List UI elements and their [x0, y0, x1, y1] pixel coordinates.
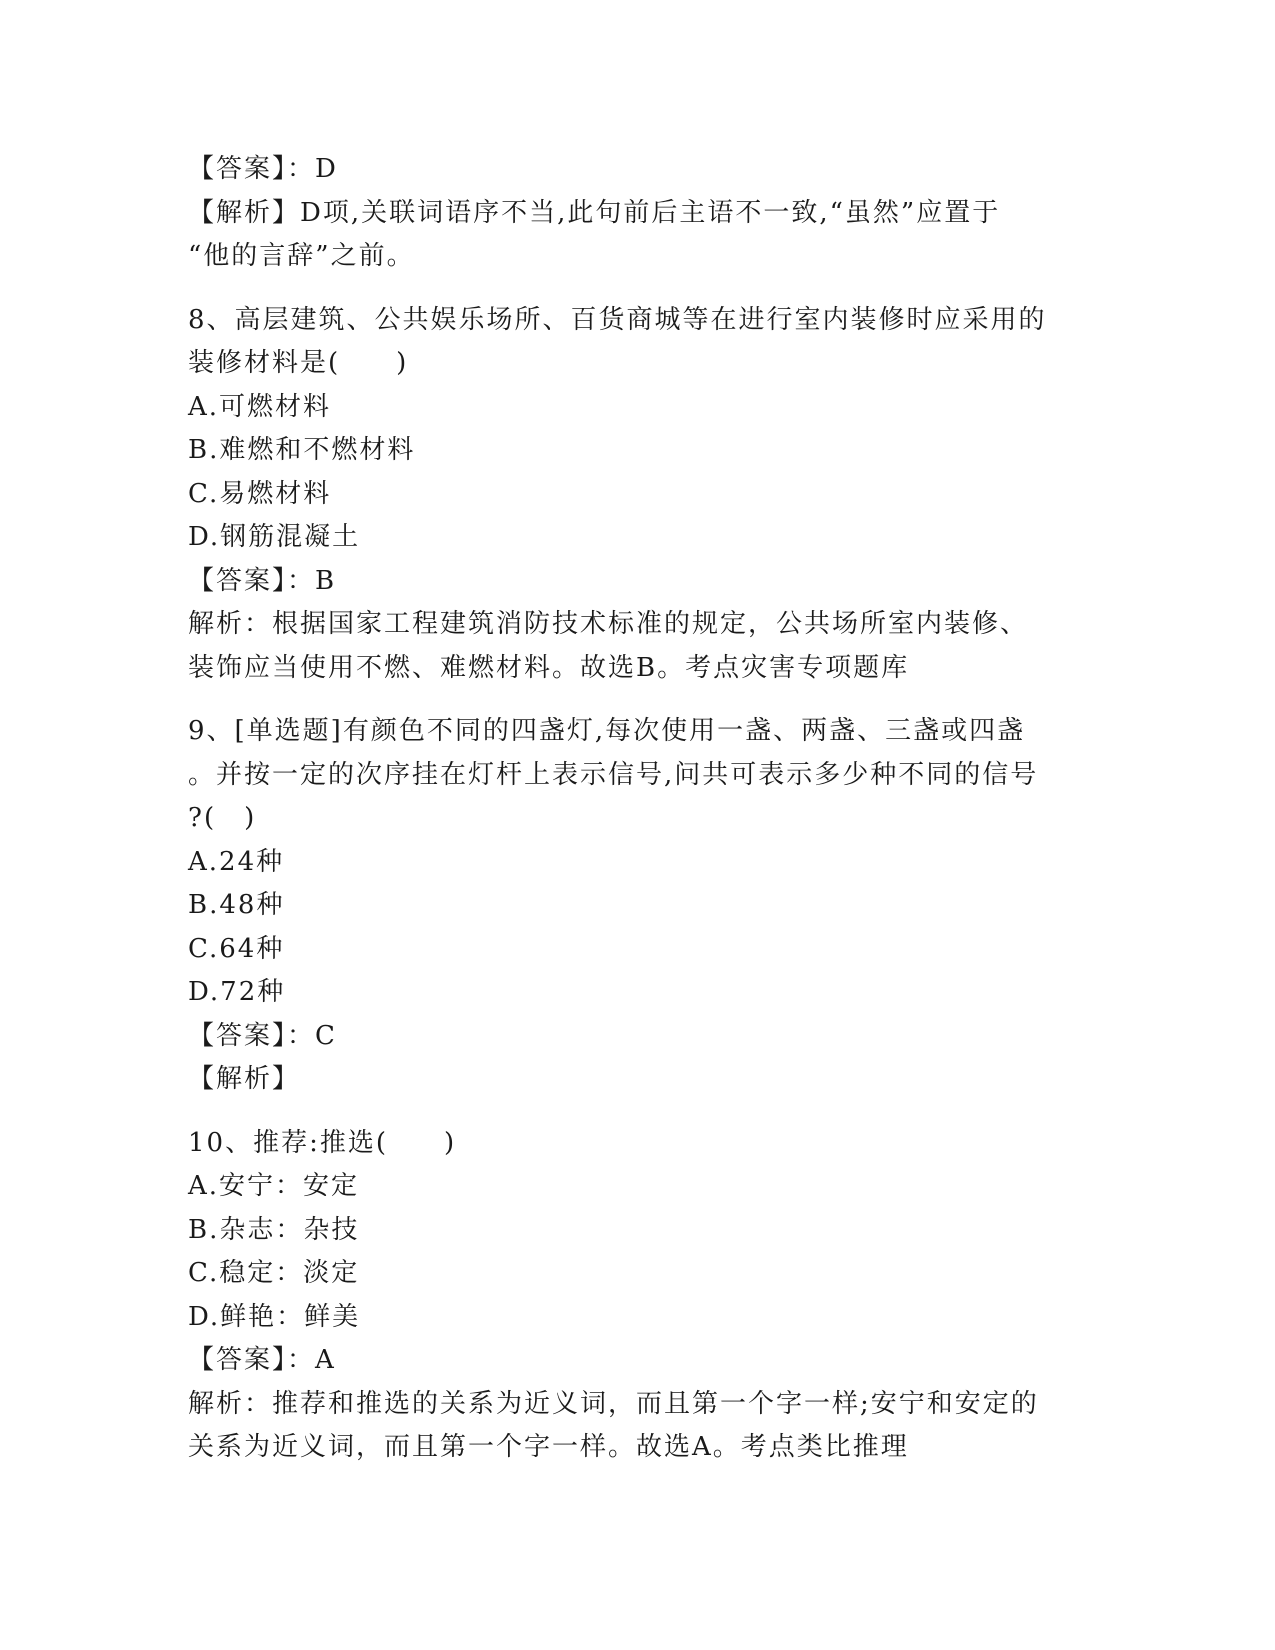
- option-d: D.72种: [188, 977, 286, 1007]
- answer-line: 【答案】：D: [188, 154, 338, 184]
- explanation-line: 【解析】: [188, 1064, 301, 1094]
- question-stem: 。并按一定的次序挂在灯杆上表示信号,问共可表示多少种不同的信号: [188, 759, 1039, 790]
- exam-page: [188, 148, 1088, 1470]
- explanation-line: 【解析】D项,关联词语序不当,此句前后主语不一致,“虽然”应置于: [188, 197, 1001, 228]
- option-b: B.48种: [188, 890, 285, 920]
- explanation-line: “他的言辞”之前。: [188, 241, 415, 271]
- question-8: [188, 299, 1088, 691]
- question-9: [188, 710, 1088, 1102]
- explanation-line: 解析：根据国家工程建筑消防技术标准的规定，公共场所室内装修、: [188, 609, 1029, 639]
- previous-question-tail: [188, 148, 1088, 279]
- question-stem: 9、[单选题]有颜色不同的四盏灯,每次使用一盏、两盏、三盏或四盏: [188, 716, 1026, 746]
- explanation-line: 解析：推荐和推选的关系为近义词，而且第一个字一样;安宁和安定的: [188, 1388, 1039, 1419]
- answer-line: 【答案】：B: [188, 565, 337, 596]
- option-c: C.64种: [188, 933, 285, 964]
- question-10: [188, 1122, 1088, 1470]
- explanation-line: 装饰应当使用不燃、难燃材料。故选B。考点灾害专项题库: [188, 652, 910, 683]
- option-b: B.难燃和不燃材料: [188, 435, 416, 465]
- question-stem: ?( ): [188, 803, 257, 833]
- option-a: A.24种: [188, 846, 285, 877]
- option-d: D.鲜艳：鲜美: [188, 1301, 361, 1332]
- option-b: B.杂志：杂技: [188, 1214, 360, 1245]
- option-d: D.钢筋混凝土: [188, 522, 361, 552]
- question-stem: 8、高层建筑、公共娱乐场所、百货商城等在进行室内装修时应采用的: [188, 304, 1047, 335]
- question-stem: 10、推荐:推选( ): [188, 1127, 457, 1158]
- question-stem: 装修材料是( ): [188, 348, 409, 378]
- answer-line: 【答案】：A: [188, 1345, 336, 1375]
- option-a: A.可燃材料: [188, 391, 332, 422]
- explanation-line: 关系为近义词，而且第一个字一样。故选A。考点类比推理: [188, 1432, 909, 1462]
- answer-line: 【答案】：C: [188, 1020, 337, 1051]
- option-c: C.易燃材料: [188, 478, 332, 509]
- option-c: C.稳定：淡定: [188, 1258, 360, 1288]
- option-a: A.安宁：安定: [188, 1171, 360, 1201]
